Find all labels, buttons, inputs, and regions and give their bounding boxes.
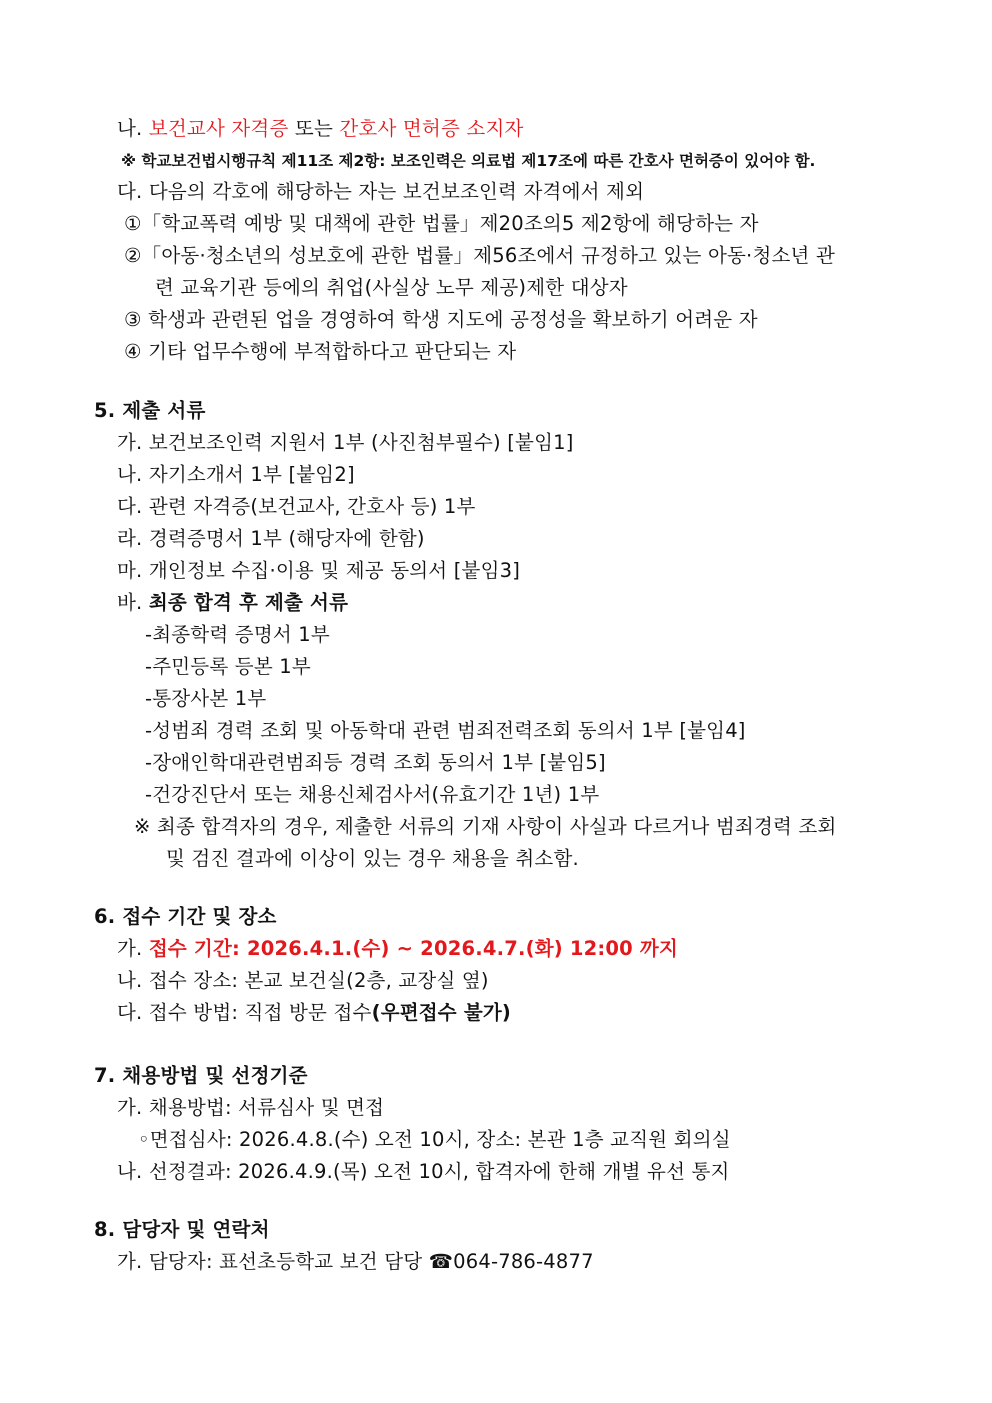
final-doc-2: -주민등록 등본 1부: [145, 655, 311, 678]
exclusion-item-1: ①「학교폭력 예방 및 대책에 관한 법률」제20조의5 제2항에 해당하는 자: [124, 212, 759, 235]
contact-info: 가. 담당자: 표선초등학교 보건 담당 ☎064-786-4877: [117, 1250, 594, 1273]
qualification-teacher: 보건교사 자격증: [148, 117, 289, 140]
reception-method: [117, 1000, 511, 1026]
doc-item-da: 다. 관련 자격증(보건교사, 간호사 등) 1부: [117, 495, 476, 518]
exclusion-item-3: ③ 학생과 관련된 업을 경영하여 학생 지도에 공정성을 확보하기 어려운 자: [124, 308, 758, 331]
law-note: ※ 학교보건법시행규칙 제11조 제2항: 보조인력은 의료법 제17조에 따른 간호사 면허증이 있어야 함.: [121, 152, 816, 170]
final-doc-5: -장애인학대관련범죄등 경력 조회 동의서 1부 [붙임5]: [145, 751, 606, 774]
section-6-heading: 6. 접수 기간 및 장소: [94, 905, 277, 928]
doc-item-ga: 가. 보건보조인력 지원서 1부 (사진첨부필수) [붙임1]: [117, 431, 574, 454]
section-7-heading: 7. 채용방법 및 선정기준: [94, 1064, 308, 1087]
cancellation-note: ※ 최종 합격자의 경우, 제출한 서류의 기재 사항이 사실과 다르거나 범죄경력 조회: [134, 815, 837, 838]
doc-item-ra: 라. 경력증명서 1부 (해당자에 한함): [117, 527, 425, 550]
list-marker: 나.: [117, 117, 149, 140]
final-doc-6: -건강진단서 또는 채용신체검사서(유효기간 1년) 1부: [145, 783, 600, 806]
final-doc-4: -성범죄 경력 조회 및 아동학대 관련 범죄전력조회 동의서 1부 [붙임4]: [145, 719, 746, 742]
section-5-heading: 5. 제출 서류: [94, 399, 206, 422]
exclusion-intro: 다. 다음의 각호에 해당하는 자는 보건보조인력 자격에서 제외: [117, 180, 645, 203]
interview-info: ◦면접심사: 2026.4.8.(수) 오전 10시, 장소: 본관 1층 교직원 회의실: [138, 1128, 731, 1151]
reception-method-label: 다. 접수 방법: 직접 방문 접수: [117, 1001, 372, 1024]
final-docs-label: 최종 합격 후 제출 서류: [148, 591, 349, 614]
qualification-connector: 또는: [288, 117, 340, 140]
selection-result: 나. 선정결과: 2026.4.9.(목) 오전 10시, 합격자에 한해 개별 유선 통지: [117, 1160, 730, 1183]
reception-period-value: 접수 기간: 2026.4.1.(수) ~ 2026.4.7.(화) 12:00 까지: [148, 937, 678, 960]
reception-place: 나. 접수 장소: 본교 보건실(2층, 교장실 옆): [117, 969, 489, 992]
list-marker: 바.: [117, 591, 149, 614]
cancellation-note-cont: 및 검진 결과에 이상이 있는 경우 채용을 취소함.: [166, 847, 579, 870]
doc-item-ma: 마. 개인정보 수집·이용 및 제공 동의서 [붙임3]: [117, 559, 521, 582]
section-8-heading: 8. 담당자 및 연락처: [94, 1218, 270, 1241]
exclusion-item-2: ②「아동·청소년의 성보호에 관한 법률」제56조에서 규정하고 있는 아동·청소년 관: [124, 244, 835, 267]
doc-item-na: 나. 자기소개서 1부 [붙임2]: [117, 463, 355, 486]
qualification-line: [117, 116, 524, 142]
doc-item-ba: [117, 590, 348, 616]
exclusion-item-2-cont: 련 교육기관 등에의 취업(사실상 노무 제공)제한 대상자: [155, 276, 628, 299]
reception-period: [117, 936, 678, 962]
no-mail-note: (우편접수 불가): [371, 1001, 512, 1024]
qualification-nurse: 간호사 면허증 소지자: [339, 117, 524, 140]
exclusion-item-4: ④ 기타 업무수행에 부적합하다고 판단되는 자: [124, 340, 517, 363]
hiring-method: 가. 채용방법: 서류심사 및 면접: [117, 1096, 385, 1119]
list-marker: 가.: [117, 937, 149, 960]
final-doc-3: -통장사본 1부: [145, 687, 267, 710]
final-doc-1: -최종학력 증명서 1부: [145, 623, 330, 646]
